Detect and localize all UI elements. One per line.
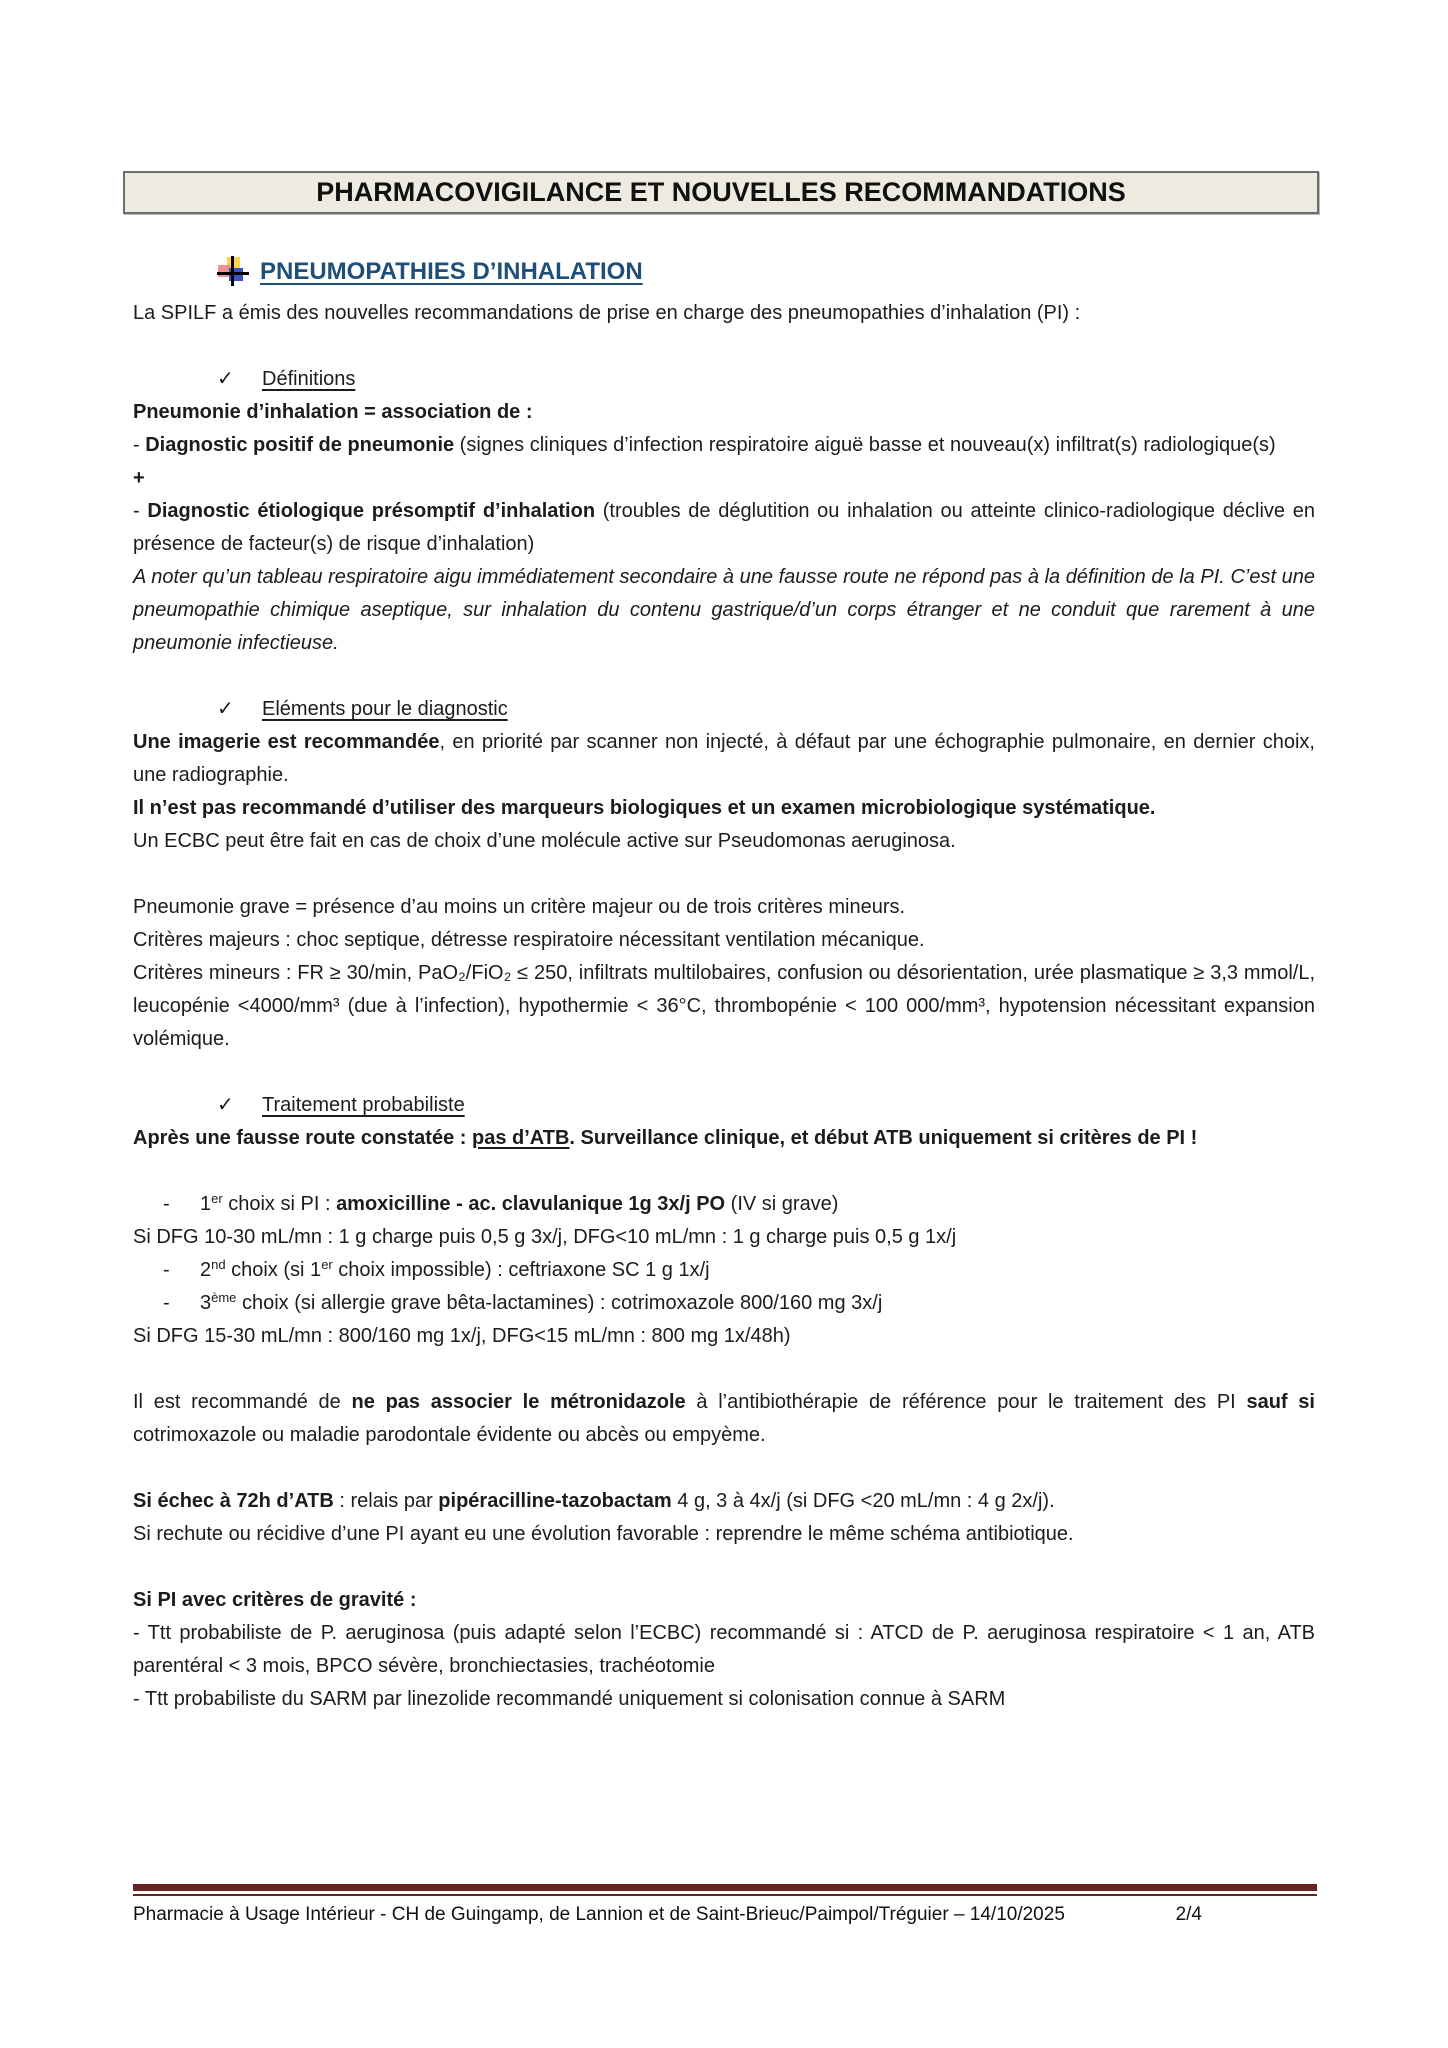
text-segment: - Ttt probabiliste de P. aeruginosa (puis adapté selon l’ECBC) recommandé si : ATCD de P. aeruginosa respiratoire < 1 an, ATB parentéral < 3 mois, BPCO sévère, bronchiectasies, trachéotomie <box>133 1622 1315 1677</box>
list-item <box>133 1254 1315 1287</box>
text-segment: (troubles de déglutition ou inhalation ou atteinte clinico-radiologique déclive en présence de facteur(s) de risque d’inhalation) <box>133 500 1315 555</box>
text-segment: (signes cliniques d’infection respiratoire aiguë basse et nouveau(x) infiltrat(s) radiologique(s) <box>454 434 1276 456</box>
paragraph <box>133 924 1315 957</box>
text-segment: à l’antibiothérapie de référence pour le traitement des PI <box>685 1391 1247 1413</box>
paragraph <box>133 396 1315 429</box>
bullet-cross-horizontal <box>217 272 249 275</box>
blank-line <box>133 858 1315 891</box>
paragraph <box>133 1386 1315 1452</box>
text-segment: Un ECBC peut être fait en cas de choix d’une molécule active sur Pseudomonas aeruginosa. <box>133 830 956 852</box>
check-heading <box>133 363 1315 396</box>
blank-line <box>133 1155 1315 1188</box>
text-segment: Après une fausse route constatée : <box>133 1127 472 1149</box>
page-number: 2/4 <box>1175 1904 1202 1925</box>
text-segment: Il est recommandé de <box>133 1391 352 1413</box>
section-heading-text: PNEUMOPATHIES D’INHALATION <box>260 258 643 285</box>
paragraph <box>133 1485 1315 1518</box>
text-segment: : relais par <box>333 1490 439 1512</box>
paragraph <box>133 1122 1315 1155</box>
paragraph <box>133 297 1315 330</box>
paragraph <box>133 1221 1315 1254</box>
text-segment: nd <box>211 1257 226 1272</box>
text-segment: Une imagerie est recommandée <box>133 731 440 753</box>
list-item <box>133 1287 1315 1320</box>
bullet-cross-vertical <box>231 256 234 286</box>
text-segment: - <box>133 500 148 522</box>
text-segment: Il n’est pas recommandé d’utiliser des marqueurs biologiques et un examen microbiologique systématique. <box>133 797 1156 819</box>
paragraph <box>133 1518 1315 1551</box>
text-segment: , en priorité par scanner non injecté, à défaut par une échographie pulmonaire, en dernier choix, une radiographie. <box>133 731 1315 786</box>
blank-line <box>133 1452 1315 1485</box>
text-segment: pipéracilline-tazobactam <box>438 1490 672 1512</box>
blank-line <box>133 1353 1315 1386</box>
check-heading <box>133 1089 1315 1122</box>
paragraph <box>133 1584 1315 1617</box>
paragraph <box>133 957 1315 1056</box>
text-segment: Pneumonie grave = présence d’au moins un critère majeur ou de trois critères mineurs. <box>133 896 906 918</box>
list-marker: - <box>163 1292 170 1314</box>
text-segment: Pneumonie d’inhalation = association de : <box>133 401 533 423</box>
blank-line <box>133 660 1315 693</box>
text-segment: choix (si allergie grave bêta-lactamines) : cotrimoxazole 800/160 mg 3x/j <box>236 1292 883 1314</box>
paragraph <box>133 1320 1315 1353</box>
check-heading <box>133 693 1315 726</box>
text-segment: La SPILF a émis des nouvelles recommandations de prise en charge des pneumopathies d’inhalation (PI) : <box>133 302 1081 324</box>
paragraph <box>133 462 1315 495</box>
text-segment: - Ttt probabiliste du SARM par linezolide recommandé uniquement si colonisation connue à SARM <box>133 1688 1006 1710</box>
text-segment: Diagnostic positif de pneumonie <box>145 434 455 456</box>
check-icon: ✓ <box>217 1094 234 1116</box>
text-segment: Si DFG 10-30 mL/mn : 1 g charge puis 0,5 g 3x/j, DFG<10 mL/mn : 1 g charge puis 0,5 g 1x/j <box>133 1226 957 1248</box>
text-segment: Si DFG 15-30 mL/mn : 800/160 mg 1x/j, DFG<15 mL/mn : 800 mg 1x/48h) <box>133 1325 791 1347</box>
text-segment: Critères mineurs : FR ≥ 30/min, PaO₂/FiO₂ ≤ 250, infiltrats multilobaires, confusion ou désorientation, urée plasmatique ≥ 3,3 mmol/L, leucopénie <4000/mm³ (due à l’infection), hypothermie < 36°C, thrombopénie < 100 000/mm³, hypotension nécessitant expansion volémique. <box>133 962 1315 1050</box>
blank-line <box>133 1056 1315 1089</box>
list-marker: - <box>163 1193 170 1215</box>
text-segment: Si échec à 72h d’ATB <box>133 1490 334 1512</box>
check-heading-label: Traitement probabiliste <box>262 1094 465 1116</box>
paragraph <box>133 1617 1315 1683</box>
paragraph <box>133 561 1315 660</box>
text-segment: 2 <box>200 1259 212 1281</box>
paragraph <box>133 429 1315 462</box>
document-body <box>133 297 1315 1716</box>
text-segment: choix si PI : <box>222 1193 337 1215</box>
paragraph <box>133 825 1315 858</box>
text-segment: er <box>321 1257 333 1272</box>
text-segment: pas d’ATB <box>471 1127 570 1149</box>
check-icon: ✓ <box>217 698 234 720</box>
text-segment: choix (si 1 <box>225 1259 322 1281</box>
paragraph <box>133 792 1315 825</box>
text-segment: Critères majeurs : choc septique, détresse respiratoire nécessitant ventilation mécanique. <box>133 929 925 951</box>
text-segment: - <box>133 434 146 456</box>
paragraph <box>133 495 1315 561</box>
text-segment: . Surveillance clinique, et début ATB uniquement si critères de PI ! <box>569 1127 1198 1149</box>
text-segment: ème <box>211 1290 237 1305</box>
text-segment: (IV si grave) <box>725 1193 839 1215</box>
paragraph <box>133 726 1315 792</box>
text-segment: A noter qu’un tableau respiratoire aigu immédiatement secondaire à une fausse route ne répond pas à la définition de la PI. C’est une pneumopathie chimique aseptique, sur inhalation du contenu gastrique/d’un corps étranger et ne conduit que rarement à une pneumonie infectieuse. <box>133 566 1315 654</box>
text-segment: 3 <box>200 1292 212 1314</box>
text-segment: Si rechute ou récidive d’une PI ayant eu une évolution favorable : reprendre le même schéma antibiotique. <box>133 1523 1074 1545</box>
blank-line <box>133 1551 1315 1584</box>
colored-squares-bullet-icon <box>217 256 249 288</box>
document-title: PHARMACOVIGILANCE ET NOUVELLES RECOMMANDATIONS <box>316 177 1126 207</box>
footer-row <box>133 1903 1317 1927</box>
check-heading-label: Eléments pour le diagnostic <box>262 698 508 720</box>
document-title-box <box>123 171 1319 214</box>
paragraph <box>133 1683 1315 1716</box>
blank-line <box>133 330 1315 363</box>
footer-text: Pharmacie à Usage Intérieur - CH de Guingamp, de Lannion et de Saint-Brieuc/Paimpol/Tréguier – 14/10/2025 <box>133 1904 1065 1925</box>
check-icon: ✓ <box>217 368 234 390</box>
text-segment: 1 <box>200 1193 212 1215</box>
text-segment: cotrimoxazole ou maladie parodontale évidente ou abcès ou empyème. <box>133 1424 766 1446</box>
list-marker: - <box>163 1259 170 1281</box>
text-segment: choix impossible) : ceftriaxone SC 1 g 1x/j <box>332 1259 710 1281</box>
text-segment: sauf si <box>1246 1391 1315 1413</box>
text-segment: Diagnostic étiologique présomptif d’inhalation <box>147 500 596 522</box>
text-segment: amoxicilline - ac. clavulanique 1g 3x/j PO <box>336 1193 726 1215</box>
paragraph <box>133 891 1315 924</box>
text-segment: + <box>133 467 145 489</box>
section-heading <box>133 255 643 288</box>
page-footer <box>133 1884 1317 1927</box>
text-segment: er <box>211 1191 223 1206</box>
check-heading-label: Définitions <box>262 368 356 390</box>
text-segment: 4 g, 3 à 4x/j (si DFG <20 mL/mn : 4 g 2x/j). <box>671 1490 1055 1512</box>
footer-separator-thin <box>133 1894 1317 1896</box>
footer-separator-thick <box>133 1884 1317 1891</box>
text-segment: ne pas associer le métronidazole <box>351 1391 686 1413</box>
text-segment: Si PI avec critères de gravité : <box>133 1589 417 1611</box>
list-item <box>133 1188 1315 1221</box>
